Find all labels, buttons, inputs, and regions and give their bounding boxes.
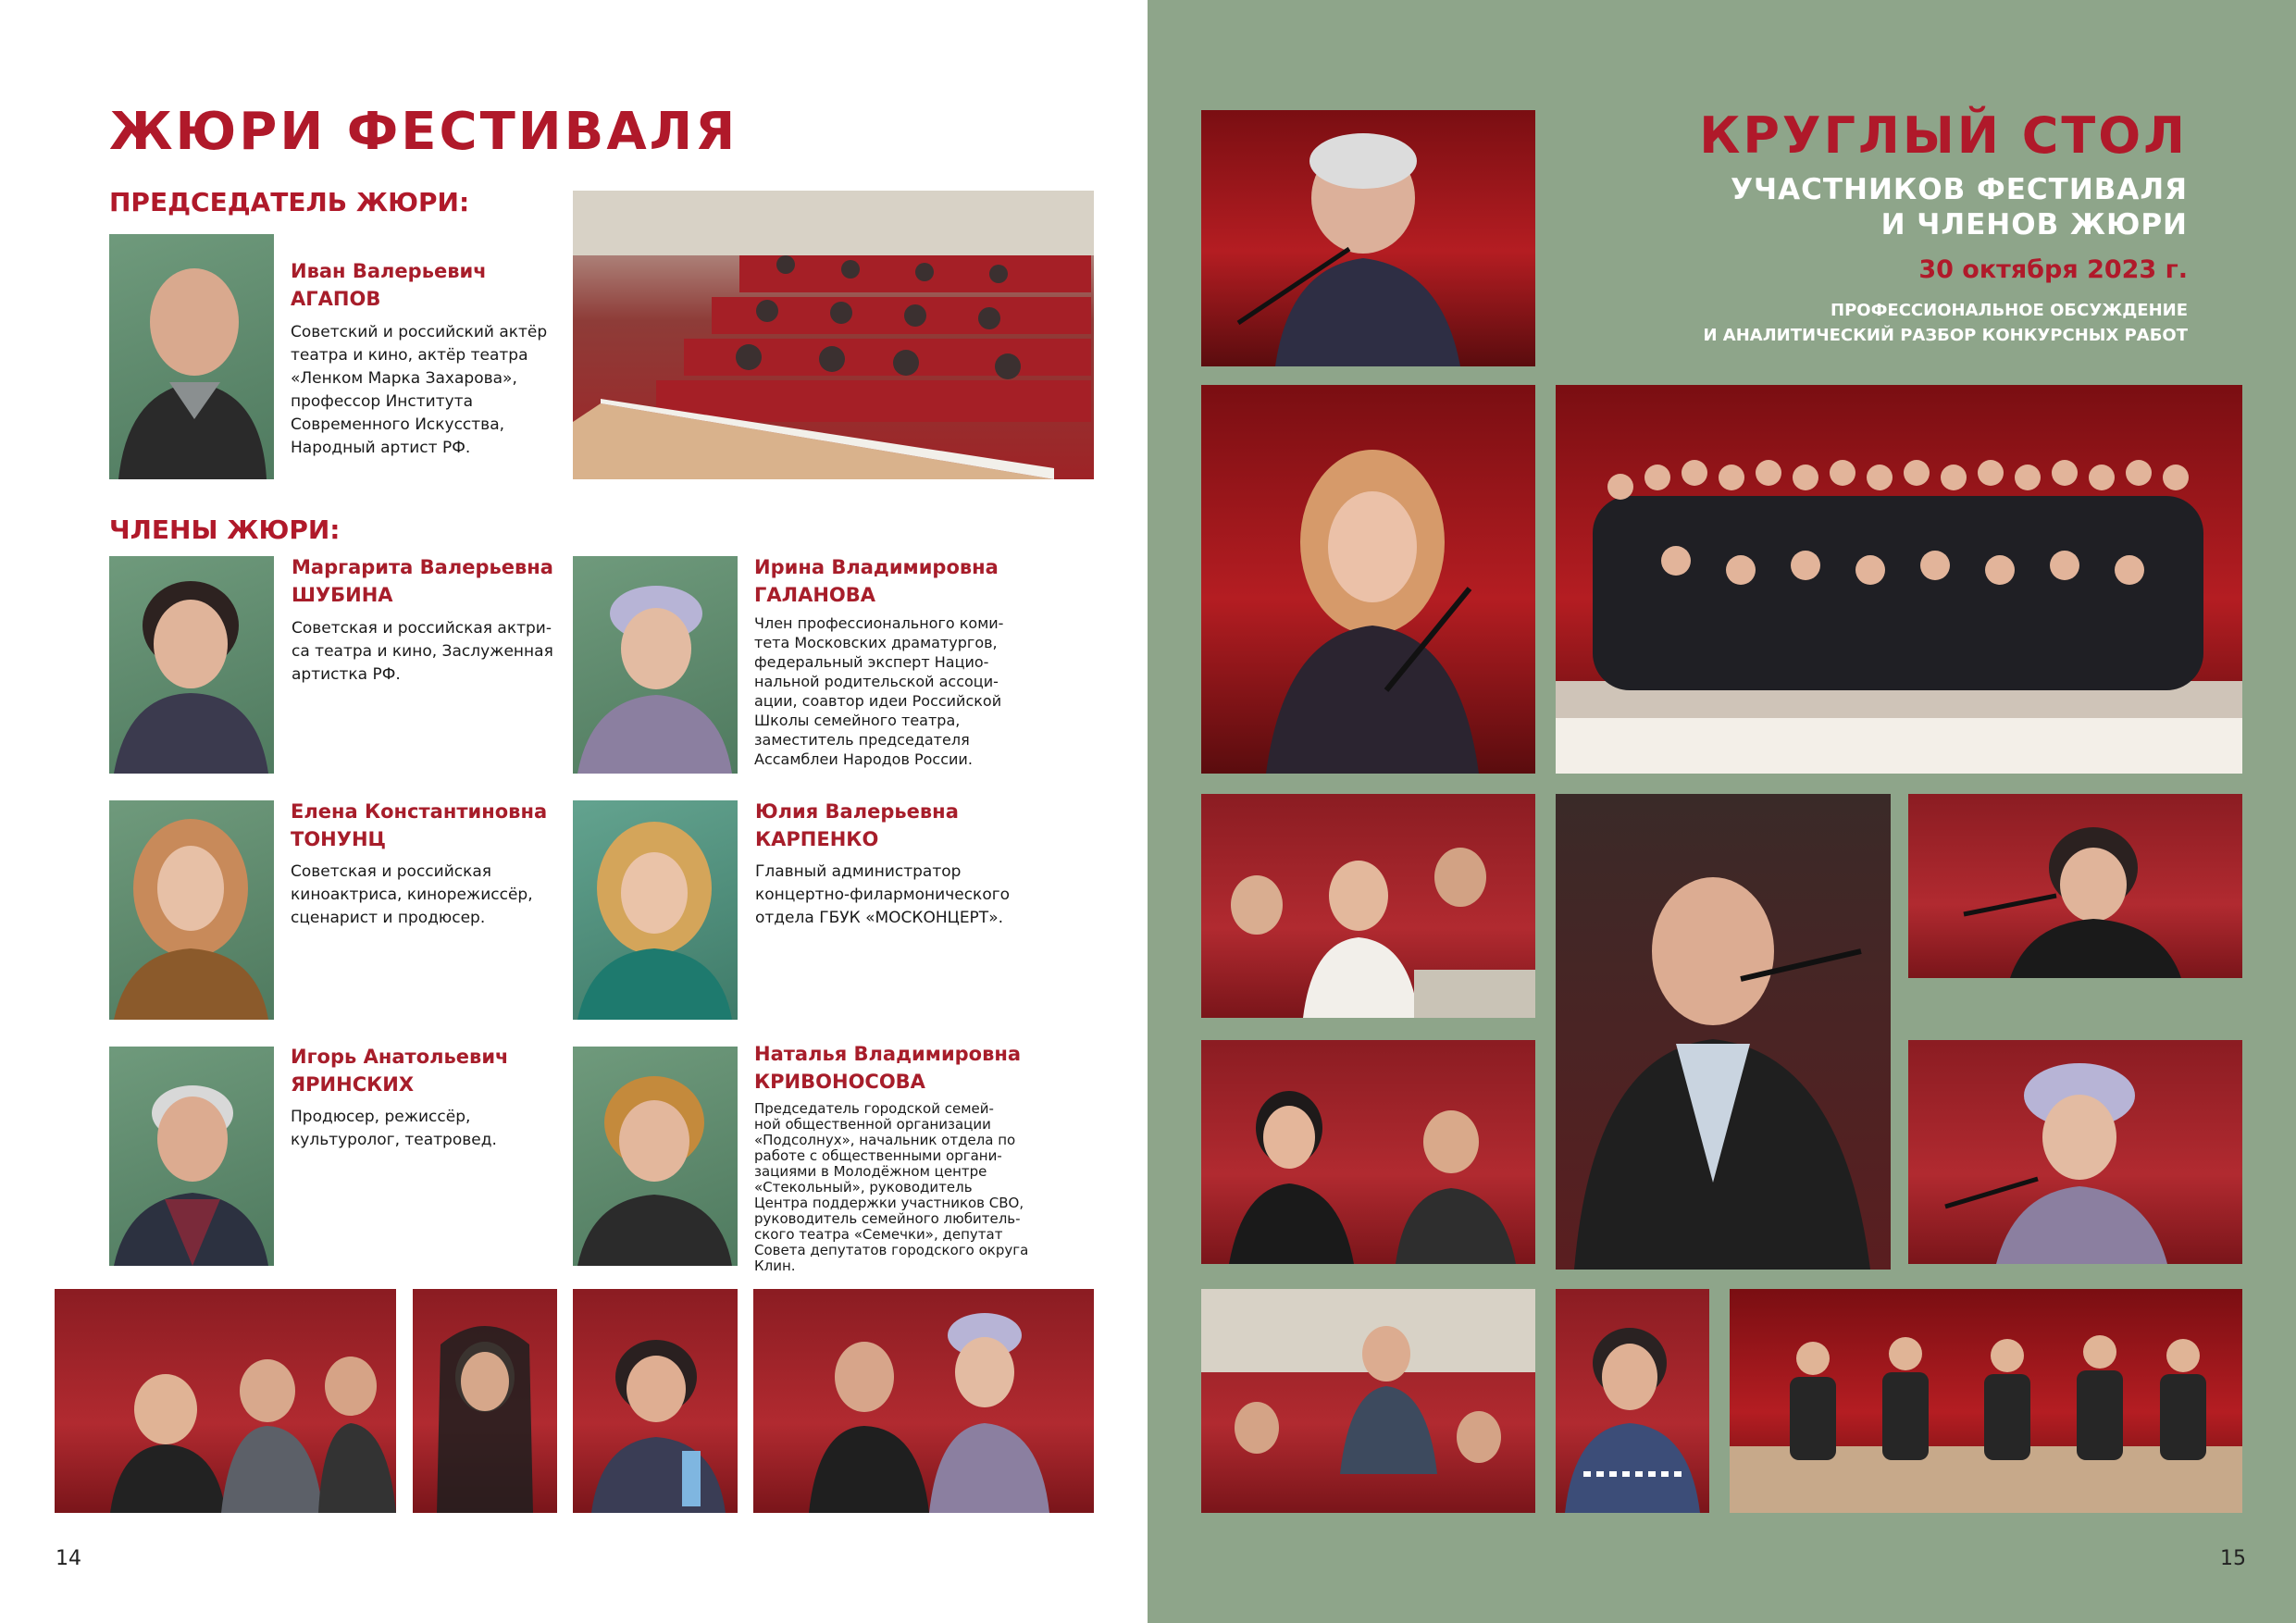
- round-table-photo-audience-1: [1201, 794, 1535, 1018]
- member-portrait-tonunts: [109, 800, 274, 1020]
- round-table-photo-chair: [1556, 794, 1891, 1270]
- round-table-photo-speaker-man: [1201, 110, 1535, 366]
- round-table-photo-speaker-woman: [1201, 385, 1535, 774]
- round-table-description-line-2: И АНАЛИТИЧЕСКИЙ РАЗБОР КОНКУРСНЫХ РАБОТ: [1703, 326, 2188, 345]
- member-name-krivonosova: Наталья Владимировна КРИВОНОСОВА: [754, 1043, 1022, 1093]
- round-table-photo-panel: [1730, 1289, 2242, 1513]
- round-table-subtitle-line-1: УЧАСТНИКОВ ФЕСТИВАЛЯ: [1731, 173, 2188, 206]
- member-bio-galanova: Член профессионального коми- тета Московских драматургов, федеральный эксперт Нацио- нальной родительской ассоци- ации, соавтор идеи Российской Школы семейного театра, заместитель председателя Ассамблеи Народов России.: [754, 614, 1004, 768]
- page-number-right: 15: [2220, 1547, 2246, 1570]
- right-page: [1148, 0, 2296, 1623]
- chair-bio: Советский и российский актёр театра и кино, актёр театра «Ленком Марка Захарова», профессор Института Современного Искусства, Народный артист РФ.: [291, 323, 548, 457]
- round-table-description-line-1: ПРОФЕССИОНАЛЬНОЕ ОБСУЖДЕНИЕ: [1831, 301, 2188, 320]
- round-table-photo-shubina: [1908, 794, 2242, 978]
- chair-first-name: Иван Валерьевич: [291, 260, 487, 282]
- member-portrait-shubina: [109, 556, 274, 774]
- member-bio-shubina: Советская и российская актри- са театра и кино, Заслуженная артистка РФ.: [292, 619, 553, 684]
- round-table-photo-woman-sweater: [1556, 1289, 1709, 1513]
- chair-name: [291, 257, 487, 313]
- member-name-karpenko: Юлия Валерьевна КАРПЕНКО: [755, 800, 959, 850]
- member-portrait-galanova: [573, 556, 738, 774]
- chair-heading: ПРЕДСЕДАТЕЛЬ ЖЮРИ:: [109, 187, 470, 217]
- member-name-shubina: Маргарита Валерьевна ШУБИНА: [292, 556, 553, 606]
- member-portrait-yarinskikh: [109, 1047, 274, 1266]
- member-name-tonunts: Елена Константиновна ТОНУНЦ: [291, 800, 548, 850]
- round-table-photo-galanova: [1908, 1040, 2242, 1264]
- member-bio-krivonosova: Председатель городской семей- ной общественной организации «Подсолнух», начальник отдела по работе с общественными органи- зациями в Молодёжном центре «Стекольный», руководитель Центра поддержки участников СВО, руководитель семейного любитель- ского театра «Семечки», депутат Совета депутатов городского округа Клин.: [754, 1100, 1029, 1274]
- member-portrait-krivonosova: [573, 1047, 738, 1266]
- audience-photo-2: [413, 1289, 557, 1513]
- member-name-yarinskikh: Игорь Анатольевич ЯРИНСКИХ: [291, 1046, 509, 1096]
- round-table-subtitle-line-2: И ЧЛЕНОВ ЖЮРИ: [1880, 208, 2188, 242]
- jury-hall-photo: [573, 191, 1094, 479]
- audience-photo-4: [753, 1289, 1094, 1513]
- jury-title: ЖЮРИ ФЕСТИВАЛЯ: [109, 102, 738, 162]
- chair-last-name: АГАПОВ: [291, 288, 381, 310]
- member-name-galanova: Ирина Владимировна ГАЛАНОВА: [754, 556, 999, 606]
- chair-portrait-photo: [109, 234, 274, 479]
- round-table-date: 30 октября 2023 г.: [1918, 255, 2188, 284]
- round-table-photo-group: [1556, 385, 2242, 774]
- member-bio-yarinskikh: Продюсер, режиссёр, культуролог, театровед.: [291, 1108, 497, 1149]
- member-portrait-karpenko: [573, 800, 738, 1020]
- round-table-photo-audience-3: [1201, 1289, 1535, 1513]
- member-bio-karpenko: Главный администратор концертно-филармонического отдела ГБУК «МОСКОНЦЕРТ».: [755, 862, 1011, 927]
- members-heading: ЧЛЕНЫ ЖЮРИ:: [109, 514, 341, 545]
- member-bio-tonunts: Советская и российская киноактриса, кинорежиссёр, сценарист и продюсер.: [291, 862, 533, 927]
- page-number-left: 14: [56, 1547, 81, 1570]
- round-table-title: КРУГЛЫЙ СТОЛ: [1699, 106, 2188, 165]
- audience-photo-1: [55, 1289, 396, 1513]
- round-table-photo-audience-2: [1201, 1040, 1535, 1264]
- audience-photo-3: [573, 1289, 738, 1513]
